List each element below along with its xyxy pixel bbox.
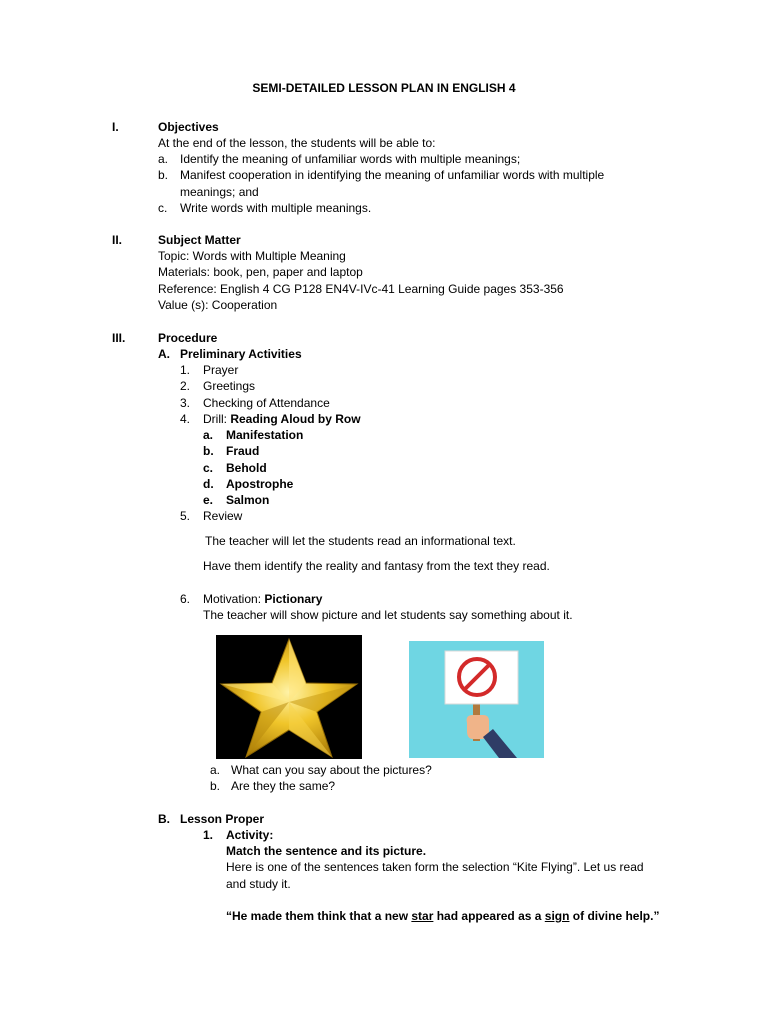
section-a-letter: A. [158, 347, 170, 361]
objective-letter: a. [158, 152, 169, 166]
sign-picture [409, 641, 544, 758]
drill-word: Fraud [226, 444, 260, 458]
quote-part: had appeared as a [433, 909, 545, 923]
question-letter: a. [210, 763, 221, 777]
step-attendance: Checking of Attendance [203, 396, 330, 410]
section-b-letter: B. [158, 812, 170, 826]
drill-word: Salmon [226, 493, 270, 507]
activity-text-cont: and study it. [226, 877, 291, 891]
drill-prefix: Drill: [203, 412, 231, 426]
example-sentence [226, 908, 659, 924]
prohibition-sign-icon [409, 641, 544, 758]
subject-topic: Topic: Words with Multiple Meaning [158, 249, 346, 263]
activity-text: Here is one of the sentences taken form the selection “Kite Flying”. Let us read [226, 860, 644, 874]
subject-value: Value (s): Cooperation [158, 298, 278, 312]
subject-matter-heading: Subject Matter [158, 233, 241, 247]
objective-text-cont: meanings; and [180, 185, 259, 199]
step-greetings: Greetings [203, 379, 256, 393]
motivation-label: Pictionary [264, 592, 323, 606]
step-number: 5. [180, 509, 191, 523]
gold-star-icon [216, 635, 362, 759]
activity-instruction: Match the sentence and its picture. [226, 844, 427, 858]
drill-letter: b. [203, 444, 214, 458]
objective-text: Write words with multiple meanings. [180, 201, 372, 215]
step-number: 3. [180, 396, 191, 410]
motivation-text: The teacher will show picture and let students say something about it. [203, 608, 573, 622]
step-prayer: Prayer [203, 363, 239, 377]
objectives-intro: At the end of the lesson, the students will be able to: [158, 136, 436, 150]
objective-text: Identify the meaning of unfamiliar words with multiple meanings; [180, 152, 521, 166]
drill-label: Reading Aloud by Row [230, 412, 361, 426]
quote-part: “He made them think that a new [226, 909, 412, 923]
star-picture [216, 635, 362, 759]
motivation-prefix: Motivation: [203, 592, 265, 606]
step-number: 6. [180, 592, 191, 606]
subject-materials: Materials: book, pen, paper and laptop [158, 265, 363, 279]
procedure-numeral: III. [112, 331, 126, 345]
quote-part: of divine help.” [569, 909, 660, 923]
step-motivation [203, 591, 322, 607]
objective-letter: c. [158, 201, 168, 215]
drill-word: Behold [226, 461, 267, 475]
step-drill [203, 411, 361, 427]
question-letter: b. [210, 779, 221, 793]
step-number: 2. [180, 379, 191, 393]
section-b-heading: Lesson Proper [180, 812, 265, 826]
objectives-numeral: I. [112, 120, 119, 134]
review-paragraph-1: The teacher will let the students read an informational text. [205, 534, 516, 548]
objective-text: Manifest cooperation in identifying the meaning of unfamiliar words with multiple [180, 168, 605, 182]
drill-letter: d. [203, 477, 214, 491]
review-paragraph-2: Have them identify the reality and fantasy from the text they read. [203, 559, 550, 573]
objective-letter: b. [158, 168, 169, 182]
drill-letter: c. [203, 461, 214, 475]
step-number: 4. [180, 412, 191, 426]
drill-word: Manifestation [226, 428, 304, 442]
quote-word-star: star [411, 909, 434, 923]
question-text: What can you say about the pictures? [231, 763, 432, 777]
subject-matter-numeral: II. [112, 233, 123, 247]
section-a-heading: Preliminary Activities [180, 347, 302, 361]
page-title: SEMI-DETAILED LESSON PLAN IN ENGLISH 4 [252, 81, 516, 95]
activity-number: 1. [203, 828, 214, 842]
activity-label: Activity: [226, 828, 274, 842]
subject-reference: Reference: English 4 CG P128 EN4V-IVc-41 Learning Guide pages 353-356 [158, 282, 564, 296]
drill-word: Apostrophe [226, 477, 294, 491]
drill-letter: a. [203, 428, 214, 442]
question-text: Are they the same? [231, 779, 336, 793]
step-number: 1. [180, 363, 191, 377]
objectives-heading: Objectives [158, 120, 219, 134]
procedure-heading: Procedure [158, 331, 218, 345]
step-review: Review [203, 509, 243, 523]
quote-word-sign: sign [544, 909, 570, 923]
drill-letter: e. [203, 493, 214, 507]
